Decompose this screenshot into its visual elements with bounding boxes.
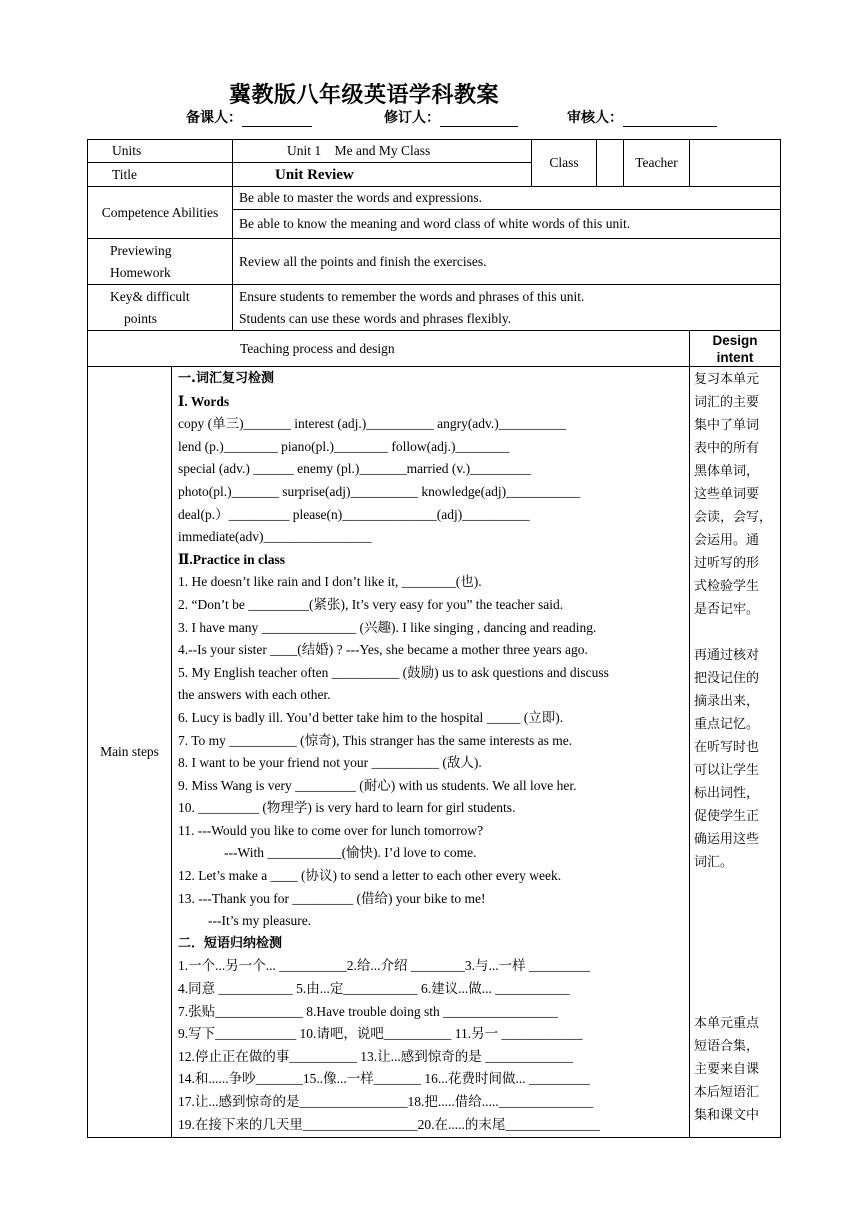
subsection-heading: Ⅰ. Words xyxy=(178,393,230,409)
exercise-line: ---It’s my pleasure. xyxy=(208,913,312,929)
exercise-line: 12. Let’s make a ____ (协议) to send a letter to each other every week. xyxy=(178,868,562,884)
phrase-line: 19.在接下来的几天里_________________20.在.....的末尾______________ xyxy=(178,1116,600,1132)
design-intent-header-line-2: intent xyxy=(716,349,754,365)
phrase-line: 4.同意 ___________ 5.由...定___________ 6.建议...做... ___________ xyxy=(178,981,570,997)
intent-line: 短语合集， xyxy=(694,1039,760,1054)
title-value: Unit Review xyxy=(233,163,532,187)
class-value[interactable] xyxy=(597,140,624,187)
process-header-row xyxy=(88,331,781,367)
reviewer-field xyxy=(567,107,717,127)
previewing-row xyxy=(88,239,781,285)
intent-line: 式检验学生 xyxy=(694,579,760,594)
exercise-line: deal(p.）_________ please(n)______________(adj)__________ xyxy=(178,506,530,522)
subsection-heading: Ⅱ.Practice in class xyxy=(178,551,285,567)
competence-line-2: Be able to know the meaning and word class of white words of this unit. xyxy=(233,210,781,239)
phrase-line: 14.和......争吵_______15..像...一样_______ 16...花费时间做... _________ xyxy=(178,1071,590,1087)
design-intent-content xyxy=(690,367,781,1138)
phrase-line: 1.一个...另一个... __________2.给...介绍 ________3.与...一样 _________ xyxy=(178,958,590,974)
intent-spacer xyxy=(694,897,776,920)
design-intent-header xyxy=(690,331,781,367)
competence-row-1 xyxy=(88,187,781,210)
intent-line: 在听写时也 xyxy=(694,740,760,755)
exercise-line: immediate(adv)________________ xyxy=(178,529,372,545)
intent-line: 表中的所有 xyxy=(694,441,760,456)
document-title: 冀教版八年级英语学科教案 xyxy=(229,83,500,108)
intent-line: 复习本单元 xyxy=(694,372,760,387)
reviser-field xyxy=(384,107,518,127)
exercise-line: 5. My English teacher often __________ (鼓励) us to ask questions and discuss xyxy=(178,664,609,680)
intent-spacer xyxy=(694,943,776,966)
phrase-line: 7.张贴_____________ 8.Have trouble doing sth _________________ xyxy=(178,1003,558,1019)
exercise-line: 8. I want to be your friend not your __________ (敌人). xyxy=(178,755,482,771)
exercise-line: lend (p.)________ piano(pl.)________ follow(adj.)________ xyxy=(178,438,510,454)
exercise-line: 4.--Is your sister ____(结婚) ? ---Yes, she became a mother three years ago. xyxy=(178,642,588,658)
exercise-line: ---With ___________(愉快). I’d love to come. xyxy=(224,845,477,861)
intent-line: 是否记牢。 xyxy=(694,602,760,617)
competence-label: Competence Abilities xyxy=(88,187,233,239)
intent-spacer xyxy=(694,989,776,1012)
intent-line: 集和课文中 xyxy=(694,1108,760,1123)
key-points-label-line-2: points xyxy=(124,310,158,326)
key-points-line-2: Students can use these words and phrases flexibly. xyxy=(239,310,512,326)
units-row xyxy=(88,140,781,163)
exercise-line: photo(pl.)_______ surprise(adj)__________ knowledge(adj)___________ xyxy=(178,483,581,499)
previewing-label xyxy=(88,239,233,285)
intent-line: 过听写的形 xyxy=(694,556,760,571)
key-points-value xyxy=(233,285,781,331)
intent-line: 本单元重点 xyxy=(694,1016,760,1031)
reviewer-blank[interactable] xyxy=(623,110,717,127)
signature-row xyxy=(0,107,860,129)
intent-line: 标出词性， xyxy=(694,786,760,801)
intent-line: 本后短语汇 xyxy=(694,1085,760,1100)
phrase-line: 12.停止正在做的事__________ 13.让...感到惊奇的是 _____________ xyxy=(178,1048,573,1064)
exercise-line: 3. I have many ______________ (兴趣). I like singing , dancing and reading. xyxy=(178,619,597,635)
exercise-line: copy (单三)_______ interest (adj.)__________ angry(adv.)__________ xyxy=(178,416,567,432)
units-label: Units xyxy=(88,140,233,163)
exercise-line: 1. He doesn’t like rain and I don’t like it, ________(也). xyxy=(178,574,482,590)
preparer-label: 备课人： xyxy=(186,110,242,126)
previewing-label-line-1: Previewing xyxy=(110,242,172,258)
main-steps-row xyxy=(88,367,781,1138)
teacher-label: Teacher xyxy=(624,140,690,187)
competence-line-1: Be able to master the words and expressions. xyxy=(233,187,781,210)
design-intent-header-line-1: Design xyxy=(712,332,758,348)
section-heading: 一.词汇复习检测 xyxy=(178,371,274,386)
reviewer-label: 审核人： xyxy=(567,110,623,126)
intent-spacer xyxy=(694,920,776,943)
intent-spacer xyxy=(694,966,776,989)
preparer-blank[interactable] xyxy=(242,110,312,127)
previewing-label-line-2: Homework xyxy=(110,264,171,280)
exercise-line: 11. ---Would you like to come over for lunch tomorrow? xyxy=(178,822,484,838)
intent-line: 集中了单词 xyxy=(694,418,760,433)
main-steps-content xyxy=(172,367,690,1138)
exercise-line: the answers with each other. xyxy=(178,687,331,703)
key-points-row xyxy=(88,285,781,331)
exercise-line: 7. To my __________ (惊奇), This stranger has the same interests as me. xyxy=(178,732,573,748)
reviser-blank[interactable] xyxy=(440,110,518,127)
reviser-label: 修订人： xyxy=(384,110,440,126)
exercise-line: 2. “Don’t be _________(紧张), It’s very easy for you” the teacher said. xyxy=(178,596,564,612)
phrase-line: 17.让...感到惊奇的是________________18.把.....借给.....______________ xyxy=(178,1094,594,1109)
process-header: Teaching process and design xyxy=(88,331,690,367)
intent-line: 再通过核对 xyxy=(694,648,760,663)
intent-line: 词汇的主要 xyxy=(694,395,760,410)
exercise-line: special (adv.) ______ enemy (pl.)_______married (v.)_________ xyxy=(178,461,531,477)
class-label: Class xyxy=(532,140,597,187)
exercise-line: 10. _________ (物理学) is very hard to learn for girl students. xyxy=(178,800,516,816)
intent-line: 这些单词要 xyxy=(694,487,760,502)
lesson-plan-table xyxy=(87,139,781,1138)
teacher-value[interactable] xyxy=(690,140,781,187)
intent-line: 主要来自课 xyxy=(694,1062,760,1077)
intent-spacer xyxy=(694,874,776,897)
key-points-label-line-1: Key& difficult xyxy=(110,288,190,304)
key-points-line-1: Ensure students to remember the words and phrases of this unit. xyxy=(239,288,585,304)
exercise-line: 6. Lucy is badly ill. You’d better take him to the hospital _____ (立即). xyxy=(178,709,564,725)
intent-line: 黑体单词， xyxy=(694,464,760,479)
intent-line: 会读，会写， xyxy=(694,510,773,525)
section-heading: 二．短语归纳检测 xyxy=(178,935,283,951)
exercise-line: 9. Miss Wang is very _________ (耐心) with us students. We all love her. xyxy=(178,777,577,793)
title-label: Title xyxy=(88,163,233,187)
intent-line: 可以让学生 xyxy=(694,763,760,778)
intent-line: 摘录出来， xyxy=(694,694,760,709)
key-points-label xyxy=(88,285,233,331)
phrase-line: 9.写下____________ 10.请吧，说吧__________ 11.另一 ____________ xyxy=(178,1026,583,1042)
intent-spacer xyxy=(694,621,776,644)
previewing-value: Review all the points and finish the exercises. xyxy=(233,239,781,285)
units-value: Unit 1 Me and My Class xyxy=(233,140,532,163)
preparer-field xyxy=(186,107,312,127)
intent-line: 确运用这些 xyxy=(694,832,760,847)
intent-line: 重点记忆。 xyxy=(694,717,760,732)
intent-line: 词汇。 xyxy=(694,855,734,870)
main-steps-label: Main steps xyxy=(88,367,172,1138)
exercise-line: 13. ---Thank you for _________ (借给) your bike to me! xyxy=(178,890,486,906)
intent-line: 会运用。通 xyxy=(694,533,760,548)
intent-line: 把没记住的 xyxy=(694,671,760,686)
intent-line: 促使学生正 xyxy=(694,809,760,824)
